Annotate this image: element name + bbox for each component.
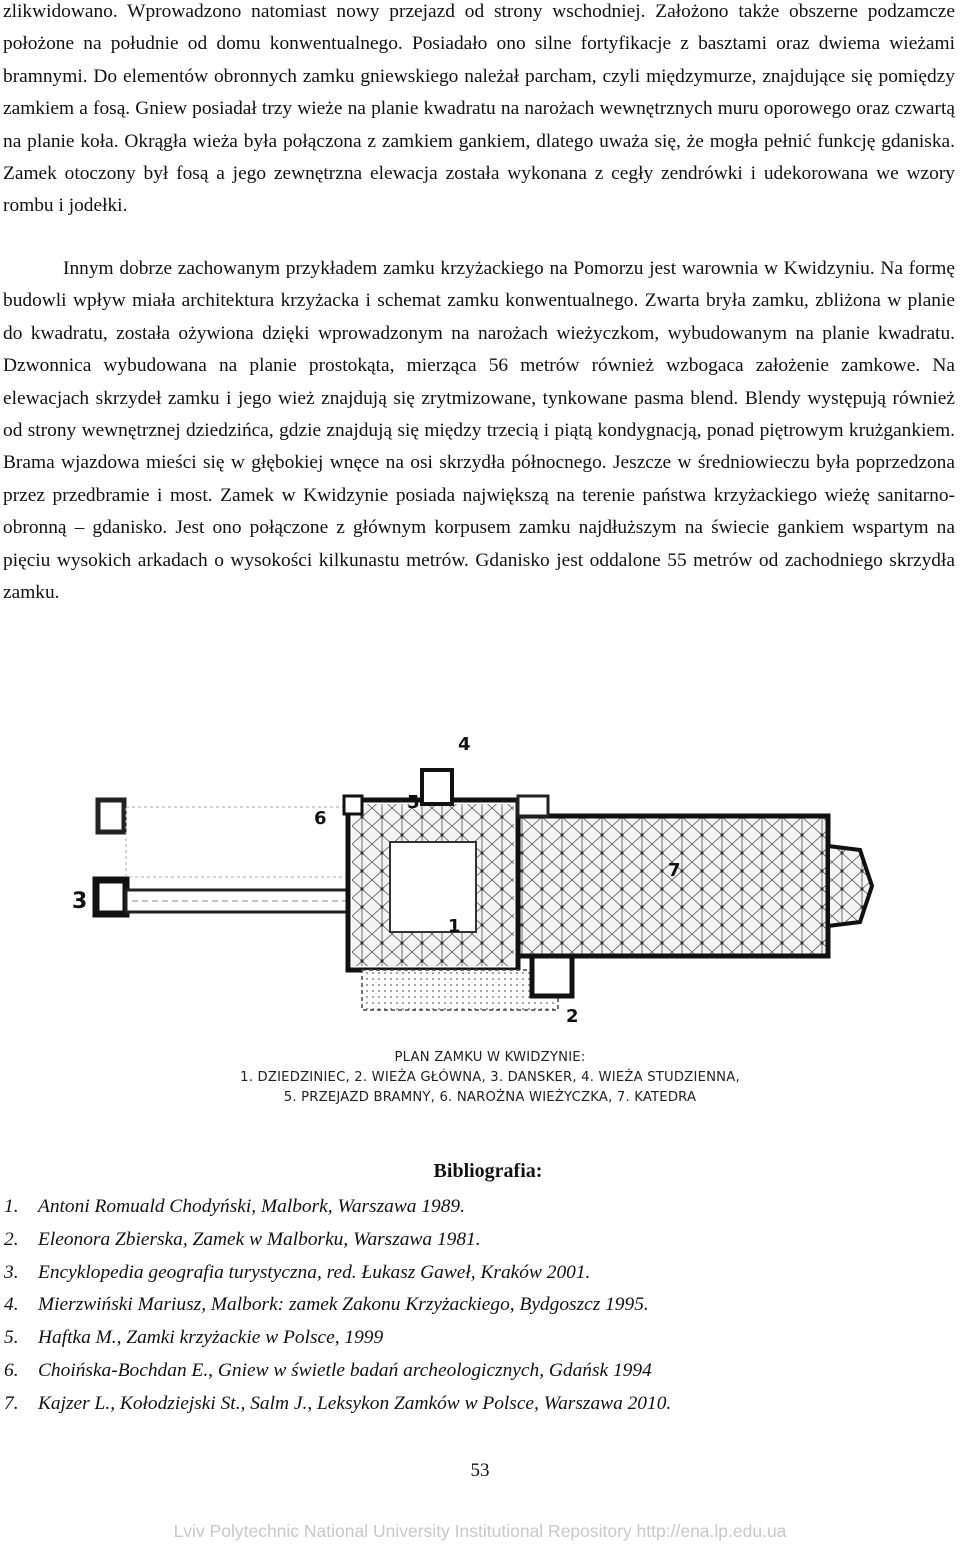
outer-ward xyxy=(362,970,558,1010)
plan-label-6: 6 xyxy=(314,808,327,829)
caption-legend-line-1: 1. DZIEDZINIEC, 2. WIEŻA GŁÓWNA, 3. DANSKER, 4. WIEŻA STUDZIENNA, xyxy=(240,1070,740,1085)
bibliography-item: 1. Antoni Romuald Chodyński, Malbork, Warszawa 1989. xyxy=(4,1196,465,1217)
body-paragraph-1: zlikwidowano. Wprowadzono natomiast nowy przejazd od strony wschodniej. Założono także obszerne podzamcze położone na południe od domu konwentualnego. Posiadało ono silne fortyfikacje z basztami oraz dwiema wieżami bramnymi. Do elementów obronnych zamku gniewskiego należał parcham, czyli międzymurze, znajdujące się pomiędzy zamkiem a fosą. Gniew posiadał trzy wieże na planie kwadratu na narożach wewnętrznych muru oporowego oraz czwartą na planie koła. Okrągła wieża była połączona z zamkiem gankiem, dlatego uważa się, że mogła pełnić funkcję gdaniska. Zamek otoczony był fosą a jego zewnętrzna elewacja została wykonana z cegły zendrówki i udekorowana we wzory rombu i jodełki. xyxy=(3,1,955,217)
plan-label-1: 1 xyxy=(448,916,461,937)
plan-label-3: 3 xyxy=(72,889,88,914)
plan-label-7: 7 xyxy=(668,860,681,881)
bibliography-item: 5. Haftka M., Zamki krzyżackie w Polsce, 1999 xyxy=(4,1327,384,1349)
bibliography-item: 6. Choińska-Bochdan E., Gniew w świetle badań archeologicznych, Gdańsk 1994 xyxy=(4,1359,652,1381)
bibliography-list xyxy=(4,1191,671,1421)
castle-main-block xyxy=(344,770,518,970)
page-number: 53 xyxy=(470,1460,490,1481)
bibliography-item: 7. Kajzer L., Kołodziejski St., Salm J., Leksykon Zamków w Polsce, Warszawa 2010. xyxy=(4,1392,672,1414)
figure-caption xyxy=(160,1048,820,1108)
corner-turret xyxy=(98,800,124,832)
dansker-tower xyxy=(96,880,126,914)
caption-title: PLAN ZAMKU W KWIDZYNIE: xyxy=(394,1050,586,1065)
bibliography-item: 2. Eleonora Zbierska, Zamek w Malborku, Warszawa 1981. xyxy=(4,1228,481,1250)
cathedral xyxy=(518,796,872,996)
repository-footer: Lviv Polytechnic National University Institutional Repository http://ena.lp.edu.ua xyxy=(173,1521,787,1541)
plan-label-4: 4 xyxy=(458,734,471,755)
caption-legend-line-2: 5. PRZEJAZD BRAMNY, 6. NAROŻNA WIEŻYCZKA, 7. KATEDRA xyxy=(283,1090,697,1105)
bibliography-heading: Bibliografia: xyxy=(433,1160,543,1182)
bibliography-item: 4. Mierzwiński Mariusz, Malbork: zamek Zakonu Krzyżackiego, Bydgoszcz 1995. xyxy=(4,1294,649,1316)
plan-label-2: 2 xyxy=(566,1006,579,1027)
body-paragraph-2: Innym dobrze zachowanym przykładem zamku krzyżackiego na Pomorzu jest warownia w Kwidzyniu. Na formę budowli wpływ miała architektura krzyżacka i schemat zamku konwentualnego. Zwarta bryła zamku, zbliżona w planie do kwadratu, została ożywiona dzięki wprowadzonym na narożach wieżyczkom, wybudowanym na planie kwadratu. Dzwonnica wybudowana na planie prostokąta, mierząca 56 metrów również wzbogaca założenie zamkowe. Na elewacjach skrzydeł zamku i jego wież znajdują się zrytmizowane, tynkowane pasma blend. Blendy występują również od strony wewnętrznej dziedzińca, gdzie znajdują się między trzecią i piątą kondygnacją, ponad piętrowym krużgankiem. Brama wjazdowa mieści się w głębokiej wnęce na osi skrzydła północnego. Jeszcze w średniowieczu była poprzedzona przez przedbramie i most. Zamek w Kwidzynie posiada największą na terenie państwa krzyżackiego wieżę sanitarno-obronną – gdanisko. Jest ono połączone z głównym korpusem zamku najdłuższym na świecie gankiem wspartym na pięciu wysokich arkadach o wysokości kilkunastu metrów. Gdanisko jest oddalone 55 metrów od zachodniego skrzydła zamku. xyxy=(3,258,955,604)
plan-label-5: 5 xyxy=(407,792,420,813)
bibliography-item: 3. Encyklopedia geografia turystyczna, red. Łukasz Gaweł, Kraków 2001. xyxy=(4,1261,591,1283)
